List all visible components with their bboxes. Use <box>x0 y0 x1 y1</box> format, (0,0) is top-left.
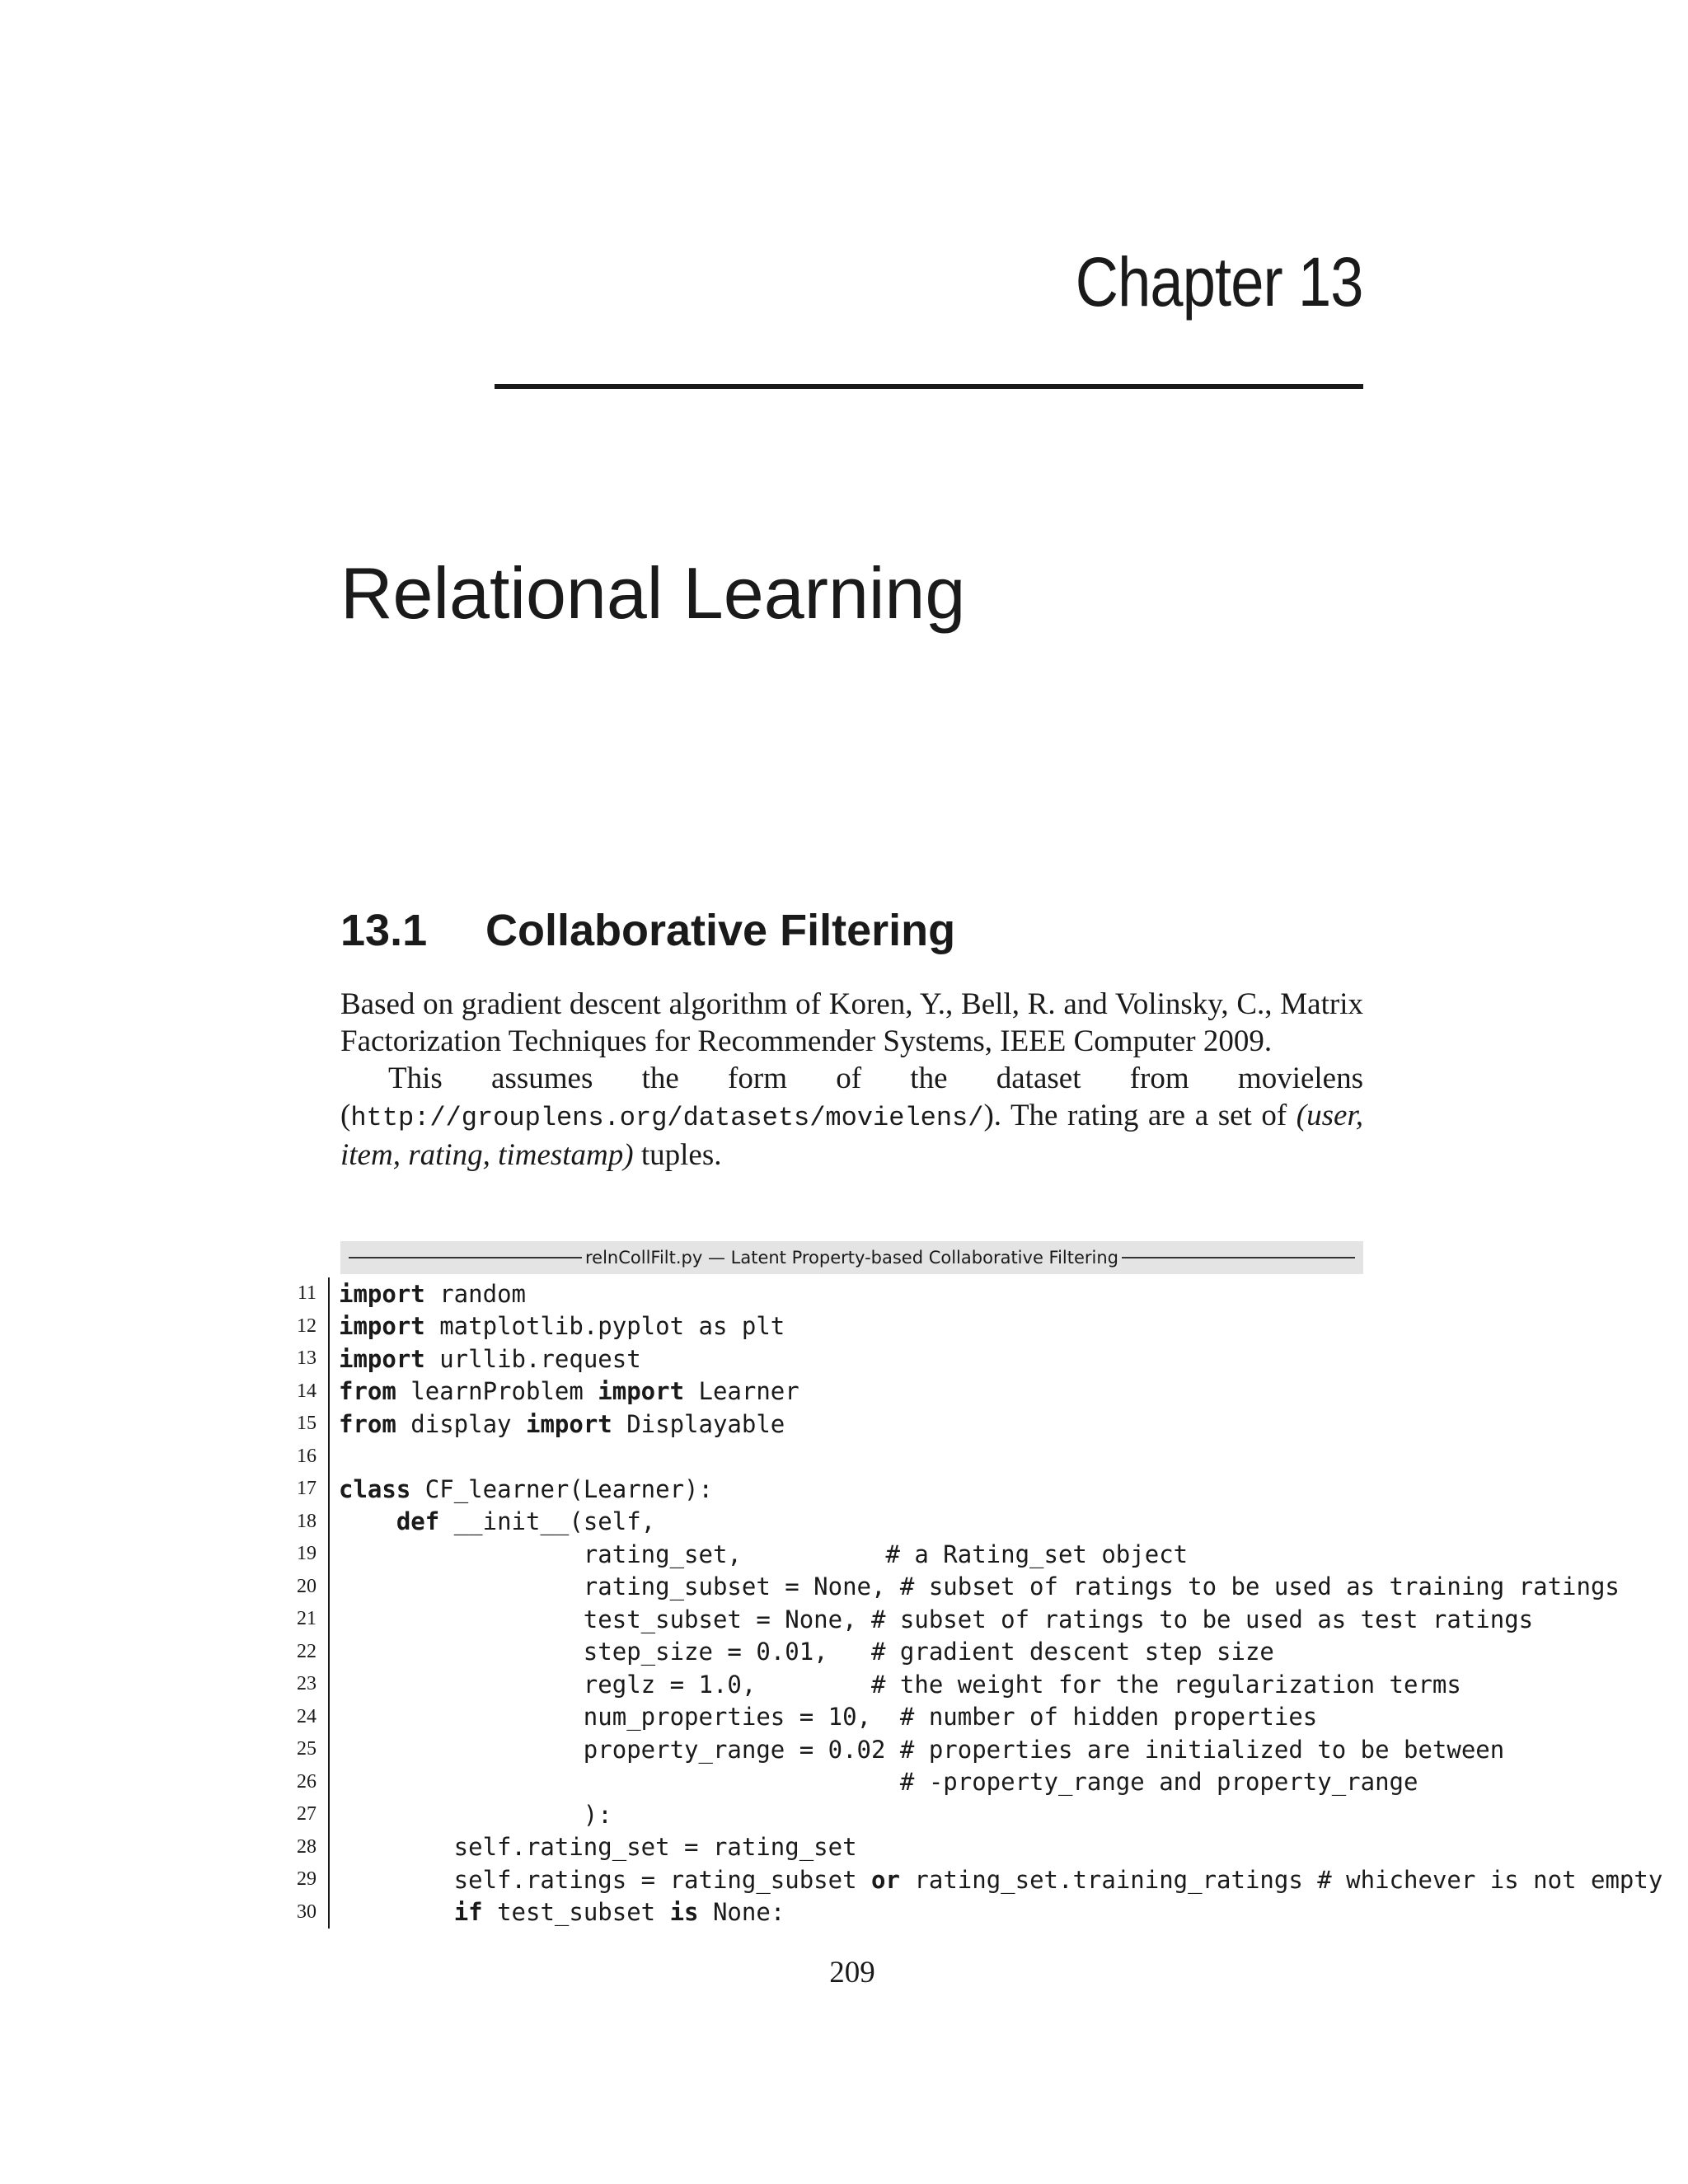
code-keyword: def <box>396 1507 440 1536</box>
listing-rule-left <box>349 1257 582 1258</box>
code-keyword: from <box>339 1377 396 1406</box>
code-line <box>280 1896 1688 1929</box>
code-fragment: random <box>424 1279 526 1308</box>
line-number: 18 <box>280 1506 330 1539</box>
code-line <box>280 1277 1688 1310</box>
code-line <box>280 1343 1688 1376</box>
paragraph-1: Based on gradient descent algorithm of Koren, Y., Bell, R. and Volinsky, C., Matrix Factorization Techniques for Recommender Systems, IEEE Computer 2009. <box>340 987 1363 1058</box>
code-keyword: if <box>453 1898 483 1927</box>
code-fragment: num_properties = 10, # number of hidden properties <box>339 1703 1318 1732</box>
code-line <box>280 1376 1688 1408</box>
chapter-label: Chapter 13 <box>1076 243 1363 321</box>
code-fragment: __init__(self, <box>439 1507 656 1536</box>
code-fragment <box>339 1898 454 1926</box>
code-fragment: test_subset = None, # subset of ratings to be used as test ratings <box>339 1605 1534 1633</box>
code-fragment: urllib.request <box>424 1344 641 1373</box>
code-text <box>330 1768 1418 1796</box>
code-keyword: or <box>871 1865 900 1894</box>
code-text <box>330 1833 857 1861</box>
code-line <box>280 1310 1688 1343</box>
line-number: 22 <box>280 1636 330 1669</box>
code-line <box>280 1798 1688 1831</box>
page-number: 209 <box>829 1956 875 1990</box>
code-fragment: rating_subset = None, # subset of ratings to be used as training ratings <box>339 1572 1620 1601</box>
code-line <box>280 1408 1688 1441</box>
line-number: 28 <box>280 1831 330 1864</box>
listing-rule-right <box>1122 1257 1355 1258</box>
code-fragment: learnProblem <box>396 1377 598 1406</box>
section-number: 13.1 <box>340 906 428 955</box>
code-line <box>280 1603 1688 1636</box>
code-text <box>330 1736 1504 1764</box>
code-fragment: test_subset <box>482 1898 670 1927</box>
code-text <box>330 1280 526 1308</box>
listing-header <box>340 1241 1363 1274</box>
line-number: 27 <box>280 1798 330 1831</box>
code-line <box>280 1506 1688 1539</box>
line-number: 25 <box>280 1733 330 1766</box>
code-line <box>280 1473 1688 1506</box>
line-number: 11 <box>280 1277 330 1310</box>
line-number: 15 <box>280 1408 330 1441</box>
code-line <box>280 1668 1688 1701</box>
code-keyword: import <box>525 1409 612 1438</box>
code-keyword: is <box>669 1898 699 1927</box>
line-number: 26 <box>280 1766 330 1799</box>
code-fragment: property_range = 0.02 # properties are initialized to be between <box>339 1735 1505 1764</box>
line-number: 12 <box>280 1310 330 1343</box>
chapter-rule <box>495 384 1363 389</box>
code-keyword: import <box>339 1312 425 1341</box>
code-fragment: rating_set, # a Rating_set object <box>339 1540 1189 1568</box>
line-number: 19 <box>280 1538 330 1571</box>
code-text <box>330 1540 1188 1568</box>
code-fragment: CF_learner(Learner): <box>410 1474 713 1503</box>
code-text <box>330 1703 1317 1731</box>
code-fragment <box>339 1507 396 1535</box>
code-line <box>280 1538 1688 1571</box>
code-text <box>330 1671 1461 1699</box>
paragraph-2-end: tuples. <box>633 1138 722 1172</box>
code-fragment: matplotlib.pyplot as plt <box>424 1312 785 1341</box>
line-number: 13 <box>280 1343 330 1376</box>
line-number: 24 <box>280 1701 330 1734</box>
tuple-expression: (user, item, rating, timestamp) <box>340 1099 1363 1172</box>
listing-caption: relnCollFilt.py — Latent Property-based Collaborative Filtering <box>584 1248 1119 1268</box>
chapter-title: Relational Learning <box>340 552 966 634</box>
code-text <box>330 1507 655 1535</box>
paragraph-2-intro: This assumes the form of the dataset from movielens ( <box>340 1062 1363 1132</box>
code-fragment: # -property_range and property_range <box>339 1768 1418 1797</box>
code-keyword: import <box>598 1377 685 1406</box>
body-text <box>340 986 1363 1174</box>
code-text <box>330 1801 612 1829</box>
code-text <box>330 1410 785 1438</box>
code-text <box>330 1345 641 1373</box>
code-text <box>330 1572 1620 1601</box>
line-number: 23 <box>280 1668 330 1701</box>
code-line <box>280 1701 1688 1734</box>
code-text <box>330 1898 785 1926</box>
code-fragment: display <box>396 1409 526 1438</box>
code-fragment: ): <box>339 1800 612 1829</box>
line-number: 14 <box>280 1376 330 1408</box>
paragraph-2 <box>340 1060 1363 1174</box>
code-text <box>330 1866 1662 1894</box>
code-line <box>280 1863 1688 1896</box>
code-text <box>330 1312 785 1340</box>
code-keyword: class <box>339 1474 411 1503</box>
line-number: 29 <box>280 1863 330 1896</box>
code-fragment: Displayable <box>612 1409 785 1438</box>
code-text <box>330 1605 1533 1633</box>
code-keyword: import <box>339 1279 425 1308</box>
code-text <box>330 1377 799 1405</box>
code-fragment: self.ratings = rating_subset <box>339 1865 872 1894</box>
paragraph-2-middle: ). The rating are a set of <box>983 1099 1296 1132</box>
code-line <box>280 1636 1688 1669</box>
code-fragment: reglz = 1.0, # the weight for the regularization terms <box>339 1670 1461 1699</box>
code-line <box>280 1441 1688 1474</box>
code-text <box>330 1638 1274 1666</box>
code-fragment: rating_set.training_ratings # whichever is not empty <box>899 1865 1663 1894</box>
code-listing <box>280 1277 1688 1929</box>
code-line <box>280 1733 1688 1766</box>
code-fragment: Learner <box>684 1377 799 1406</box>
code-keyword: from <box>339 1409 396 1438</box>
line-number: 16 <box>280 1441 330 1474</box>
line-number: 30 <box>280 1896 330 1929</box>
code-fragment: self.rating_set = rating_set <box>339 1833 857 1862</box>
code-line <box>280 1571 1688 1604</box>
section-title: Collaborative Filtering <box>485 906 956 955</box>
line-number: 17 <box>280 1473 330 1506</box>
line-number: 21 <box>280 1603 330 1636</box>
line-number: 20 <box>280 1571 330 1604</box>
code-line <box>280 1831 1688 1864</box>
code-keyword: import <box>339 1344 425 1373</box>
code-line <box>280 1766 1688 1799</box>
movielens-url[interactable]: http://grouplens.org/datasets/movielens/ <box>350 1103 984 1133</box>
code-text <box>330 1475 713 1503</box>
section-heading <box>340 908 955 953</box>
code-fragment: step_size = 0.01, # gradient descent step size <box>339 1638 1274 1666</box>
code-fragment: None: <box>698 1898 785 1927</box>
